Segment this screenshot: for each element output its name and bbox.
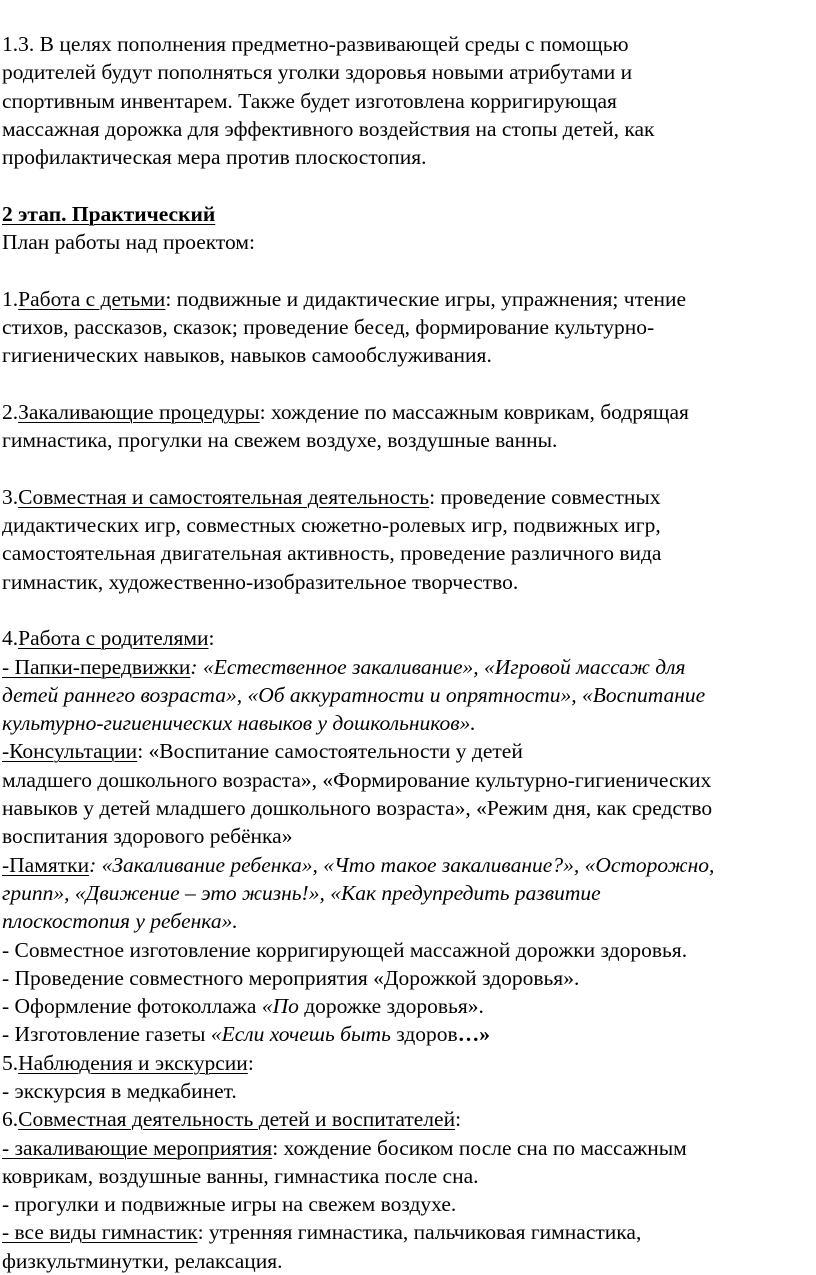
text-line: 1.3. В целях пополнения предметно-развивающей среды с помощью: [2, 32, 629, 56]
spacer: [2, 596, 814, 624]
section-number: 3.: [2, 484, 19, 509]
text-line: [2, 653, 814, 681]
list-item: - прогулки и подвижные игры на свежем воздухе.: [2, 1192, 457, 1217]
hardening-label: - закаливающие мероприятия: [2, 1135, 273, 1160]
text-line: спортивным инвентарем. Также будет изготовлена корригирующая: [2, 88, 617, 113]
section-title: Наблюдения и экскурсии: [18, 1050, 248, 1075]
section-text: : проведение совместных: [429, 484, 661, 509]
folders-text: : «Естественное закаливание», «Игровой массаж для: [190, 654, 686, 679]
list-item: [2, 1020, 814, 1048]
text-line: [2, 737, 814, 765]
section-number: 6.: [2, 1107, 19, 1132]
text-line: массажная дорожка для эффективного воздействия на стопы детей, как: [2, 116, 655, 141]
gymnastics-text: : утренняя гимнастика, пальчиковая гимнастика,: [197, 1220, 642, 1245]
section-children: [2, 285, 814, 370]
text-line: гимнастика, прогулки на свежем воздухе, воздушные ванны.: [2, 428, 558, 453]
text-line: грипп», «Движение – это жизнь!», «Как предупредить развитие: [2, 880, 601, 905]
list-item: - Проведение совместного мероприятия «Дорожкой здоровья».: [2, 965, 580, 990]
section-joint-children-teachers: [2, 1105, 814, 1275]
list-item: [2, 992, 814, 1020]
item-text: здоров: [390, 1022, 458, 1047]
section-title: Закаливающие процедуры: [18, 399, 260, 424]
text-line: коврикам, воздушные ванны, гимнастика после сна.: [2, 1163, 479, 1188]
section-joint-activity: [2, 483, 814, 596]
intro-paragraph: [2, 30, 814, 171]
text-line: стихов, рассказов, сказок; проведение бесед, формирование культурно-: [2, 314, 655, 339]
consult-label: -Консультации: [2, 739, 138, 764]
section-observations: [2, 1049, 814, 1106]
text-line: детей раннего возраста», «Об аккуратности и опрятности», «Воспитание: [2, 682, 706, 707]
item-text-italic: «Если хочешь быть: [210, 1022, 391, 1047]
text-line: культурно-гигиенических навыков у дошкольников».: [2, 711, 476, 736]
section-title: Совместная деятельность детей и воспитателей: [18, 1107, 456, 1132]
consult-text: : «Воспитание самостоятельности у детей: [137, 739, 523, 764]
item-text-bold: …»: [457, 1022, 490, 1047]
section-text: : подвижные и дидактические игры, упражнения; чтение: [165, 286, 687, 311]
section-number: 2.: [2, 399, 19, 424]
text-line: [2, 285, 814, 313]
text-line: [2, 851, 814, 879]
text-line: плоскостопия у ребенка».: [2, 909, 238, 934]
stage-heading-text: 2 этап. Практический: [2, 201, 216, 226]
item-text: - Оформление фотоколлажа: [2, 994, 262, 1019]
memo-label: -Памятки: [2, 852, 90, 877]
list-item: - экскурсия в медкабинет.: [2, 1078, 237, 1103]
section-colon: :: [247, 1050, 254, 1075]
folders-label: - Папки-передвижки: [2, 654, 191, 679]
spacer: [2, 171, 814, 199]
text-line: самостоятельная двигательная активность, проведение различного вида: [2, 541, 662, 566]
text-line: родителей будут пополняться уголки здоровья новыми атрибутами и: [2, 60, 633, 85]
section-number: 4.: [2, 626, 19, 651]
hardening-text: : хождение босиком после сна по массажным: [272, 1135, 687, 1160]
plan-label: План работы над проектом:: [2, 230, 255, 255]
section-title: Работа с детьми: [18, 286, 166, 311]
text-line: гигиенических навыков, навыков самообслуживания.: [2, 343, 492, 368]
text-line: [2, 1105, 814, 1133]
memo-text: : «Закаливание ребенка», «Что такое закаливание?», «Осторожно,: [89, 852, 715, 877]
gymnastics-label: - все виды гимнастик: [2, 1220, 198, 1245]
text-line: [2, 483, 814, 511]
section-number: 1.: [2, 286, 19, 311]
item-text-italic: «По: [261, 994, 299, 1019]
text-line: [2, 1049, 814, 1077]
stage-heading: [2, 200, 814, 228]
text-line: воспитания здорового ребёнка»: [2, 824, 293, 849]
text-line: гимнастик, художественно-изобразительное творчество.: [2, 569, 519, 594]
text-line: [2, 398, 814, 426]
text-line: [2, 1134, 814, 1162]
text-line: дидактических игр, совместных сюжетно-ролевых игр, подвижных игр,: [2, 513, 661, 538]
section-title: Совместная и самостоятельная деятельность: [18, 484, 430, 509]
section-title: Работа с родителями: [18, 626, 209, 651]
text-line: [2, 1218, 814, 1246]
section-colon: :: [455, 1107, 462, 1132]
text-line: навыков у детей младшего дошкольного возраста», «Режим дня, как средство: [2, 796, 713, 821]
section-hardening: [2, 398, 814, 455]
text-line: [2, 624, 814, 652]
text-line: профилактическая мера против плоскостопия.: [2, 145, 427, 170]
document-page: [2, 30, 814, 1275]
spacer: [2, 370, 814, 398]
item-text: дорожке здоровья».: [298, 994, 484, 1019]
section-colon: :: [208, 626, 215, 651]
spacer: [2, 256, 814, 284]
section-parents: [2, 624, 814, 1048]
spacer: [2, 454, 814, 482]
list-item: - Совместное изготовление корригирующей массажной дорожки здоровья.: [2, 937, 688, 962]
section-text: : хождение по массажным коврикам, бодрящая: [259, 399, 689, 424]
text-line: физкультминутки, релаксация.: [2, 1248, 283, 1273]
item-text: - Изготовление газеты: [2, 1022, 211, 1047]
section-number: 5.: [2, 1050, 19, 1075]
text-line: младшего дошкольного возраста», «Формирование культурно-гигиенических: [2, 767, 712, 792]
